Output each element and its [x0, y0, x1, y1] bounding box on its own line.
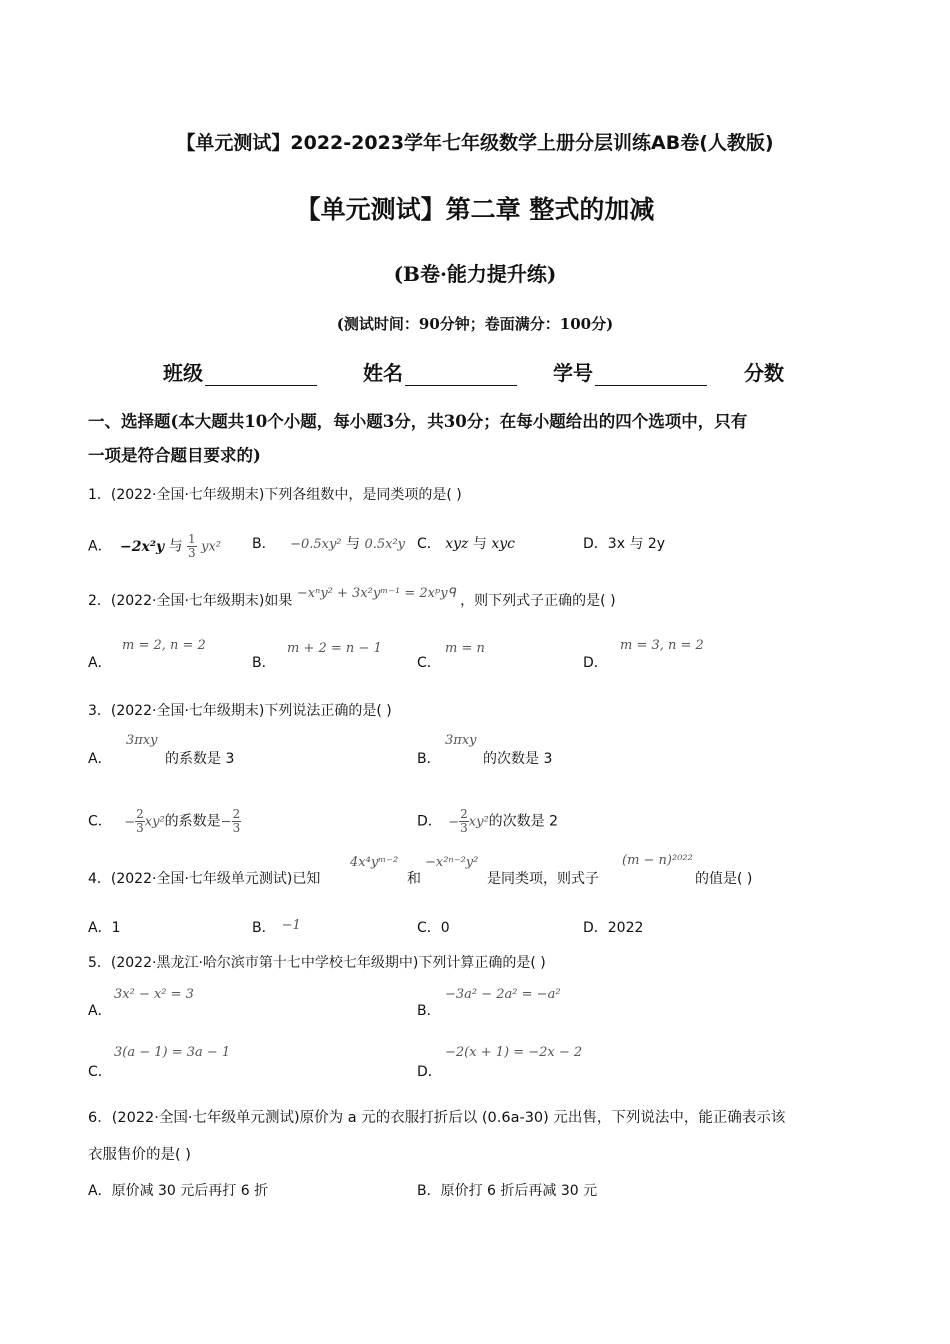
q1-a-frac-num: 1	[188, 532, 196, 546]
q5-a-label: A．	[88, 1003, 112, 1019]
q3-d-text: 的次数是 2	[488, 813, 559, 830]
q2-a-expr: m = 2, n = 2	[122, 638, 206, 653]
q2-stem-post: ，则下列式子正确的是( )	[460, 593, 616, 609]
class-blank[interactable]	[205, 365, 317, 386]
name-blank[interactable]	[405, 365, 517, 386]
class-field	[163, 357, 317, 386]
q4-expr2: −x²ⁿ⁻²y²	[425, 855, 479, 870]
q4-option-d[interactable]: D．2022	[583, 920, 644, 936]
q1-a-frac-den: 3	[188, 546, 196, 560]
q3-option-d[interactable]	[417, 808, 558, 835]
q5-b-expr: −3a² − 2a² = −a²	[445, 987, 561, 1002]
q5-option-b[interactable]	[417, 1000, 441, 1020]
q3-d-minus: −	[448, 814, 460, 830]
q5-d-expr: −2(x + 1) = −2x − 2	[445, 1045, 583, 1060]
q3-c-minus: −	[124, 814, 136, 830]
q2-d-expr: m = 3, n = 2	[620, 638, 704, 653]
q3-a-text: 的系数是 3	[165, 751, 235, 767]
q1-option-a[interactable]	[88, 533, 221, 560]
q3-c-tail: xy²	[144, 814, 165, 830]
q4-stem-end: 的值是( )	[695, 871, 753, 887]
q6-stem-line2: 衣服售价的是( )	[88, 1147, 191, 1163]
section-title	[88, 405, 868, 473]
q1-option-b[interactable]	[252, 533, 405, 553]
q3-b-label: B．	[417, 751, 441, 767]
score-field	[744, 357, 784, 386]
q1-a-expr: −2x²y	[120, 538, 165, 555]
q1-b-label: B．	[252, 536, 276, 552]
q6-option-a[interactable]: A．原价减 30 元后再打 6 折	[88, 1183, 269, 1199]
q3-c-frac-num: 2	[136, 807, 144, 821]
q4-mid: 和	[407, 871, 421, 887]
q1-c-label: C．	[417, 536, 441, 552]
q3-a-expr: 3πxy	[126, 733, 158, 748]
number-blank[interactable]	[595, 365, 707, 386]
q3-option-b[interactable]	[417, 748, 441, 768]
q3-option-a[interactable]	[88, 748, 112, 768]
q2-stem-pre: 2．(2022·全国·七年级期末)如果	[88, 593, 293, 609]
q5-option-c[interactable]	[88, 1061, 112, 1081]
q2-option-d[interactable]	[583, 652, 608, 672]
q1-d-label: D．	[583, 536, 608, 552]
name-label: 姓名	[363, 361, 403, 385]
q1-stem: 1．(2022·全国·七年级期末)下列各组数中，是同类项的是( )	[88, 487, 462, 503]
q4-expr1: 4x⁴yᵐ⁻²	[350, 855, 399, 870]
q3-a-label: A．	[88, 751, 112, 767]
q2-d-label: D．	[583, 655, 608, 671]
number-field	[553, 357, 707, 386]
q1-option-c[interactable]	[417, 533, 515, 553]
name-field	[363, 357, 517, 386]
q1-c-mid: 与	[472, 536, 487, 552]
q3-d-fraction	[459, 808, 469, 835]
q5-option-a[interactable]	[88, 1000, 112, 1020]
q3-c-ans-den: 3	[232, 821, 241, 835]
q2-option-c[interactable]	[417, 652, 441, 672]
q3-c-frac-den: 3	[136, 821, 144, 835]
section-title-line1: 一、选择题(本大题共10个小题，每小题3分，共30分；在每小题给出的四个选项中，只有	[88, 412, 748, 431]
q1-a-mid: 与	[168, 538, 183, 555]
q4-b-expr: −1	[281, 918, 301, 933]
volume-subtitle: (B卷·能力提升练)	[393, 262, 557, 286]
q2-c-expr: m = n	[445, 641, 485, 656]
q1-b-expr: −0.5xy²	[290, 537, 342, 552]
q3-d-frac-den: 3	[460, 821, 468, 835]
chapter-title: 【单元测试】第二章 整式的加减	[295, 195, 655, 224]
class-label: 班级	[163, 361, 203, 385]
q6-option-b[interactable]: B．原价打 6 折后再减 30 元	[417, 1183, 598, 1199]
q3-c-label: C．	[88, 813, 112, 830]
q3-c-text: 的系数是	[164, 813, 221, 830]
q3-c-ans-num: 2	[232, 807, 241, 821]
q3-c-fraction	[135, 808, 145, 835]
series-title: 【单元测试】2022-2023学年七年级数学上册分层训练AB卷(人教版)	[176, 132, 774, 154]
q5-b-label: B．	[417, 1003, 441, 1019]
q1-option-d[interactable]	[583, 533, 665, 553]
q5-stem: 5．(2022·黑龙江·哈尔滨市第十七中学校七年级期中)下列计算正确的是( )	[88, 955, 546, 971]
q3-stem: 3．(2022·全国·七年级期末)下列说法正确的是( )	[88, 703, 392, 719]
q4-b-label: B．	[252, 920, 276, 936]
number-label: 学号	[553, 361, 593, 385]
q2-option-b[interactable]	[252, 652, 276, 672]
q2-stem-expr: −xⁿy² + 3x²yᵐ⁻¹ = 2xᵖyᑫ	[296, 586, 456, 601]
q4-option-b[interactable]	[252, 917, 301, 937]
q3-d-frac-num: 2	[460, 807, 468, 821]
q4-option-a[interactable]: A．1	[88, 920, 121, 936]
q3-b-text: 的次数是 3	[483, 751, 553, 767]
q4-expr3: (m − n)²⁰²²	[622, 853, 693, 868]
score-label: 分数	[744, 361, 784, 385]
q2-option-a[interactable]	[88, 652, 112, 672]
q4-option-c[interactable]: C．0	[417, 920, 450, 936]
q1-a-fraction	[187, 533, 197, 560]
q3-c-ans-minus: −	[220, 814, 232, 830]
q3-d-label: D．	[417, 813, 442, 830]
q3-b-expr: 3πxy	[445, 733, 477, 748]
q1-b-mid: 与	[345, 536, 360, 552]
q1-d-text: 3x 与 2y	[607, 536, 666, 552]
q2-stem	[88, 586, 616, 613]
q2-c-label: C．	[417, 655, 441, 671]
q2-b-label: B．	[252, 655, 276, 671]
q2-a-label: A．	[88, 655, 112, 671]
q4-stem-pre: 4．(2022·全国·七年级单元测试)已知	[88, 871, 321, 887]
q1-c-tail: xyc	[491, 536, 515, 552]
q5-d-label: D．	[417, 1064, 442, 1080]
q5-c-label: C．	[88, 1064, 112, 1080]
q1-a-label: A．	[88, 538, 112, 555]
q5-c-expr: 3(a − 1) = 3a − 1	[114, 1045, 231, 1060]
q1-b-tail: 0.5x²y	[364, 537, 405, 552]
q2-b-expr: m + 2 = n − 1	[287, 641, 382, 656]
q4-stem-post: 是同类项，则式子	[487, 871, 599, 887]
q5-a-expr: 3x² − x² = 3	[114, 987, 194, 1002]
time-info: (测试时间：90分钟；卷面满分：100分)	[336, 315, 614, 333]
section-title-line2: 一项是符合题目要求的)	[88, 446, 261, 465]
q1-c-expr: xyz	[445, 536, 469, 552]
q5-option-d[interactable]	[417, 1061, 442, 1081]
q3-c-ans-fraction	[232, 808, 242, 835]
q6-stem-line1: 6．(2022·全国·七年级单元测试)原价为 a 元的衣服打折后以 (0.6a-30) 元出售，下列说法中，能正确表示该	[88, 1110, 786, 1126]
q3-option-c[interactable]	[88, 808, 241, 835]
q3-d-tail: xy²	[468, 814, 489, 830]
q1-a-tail: yx²	[201, 539, 222, 555]
